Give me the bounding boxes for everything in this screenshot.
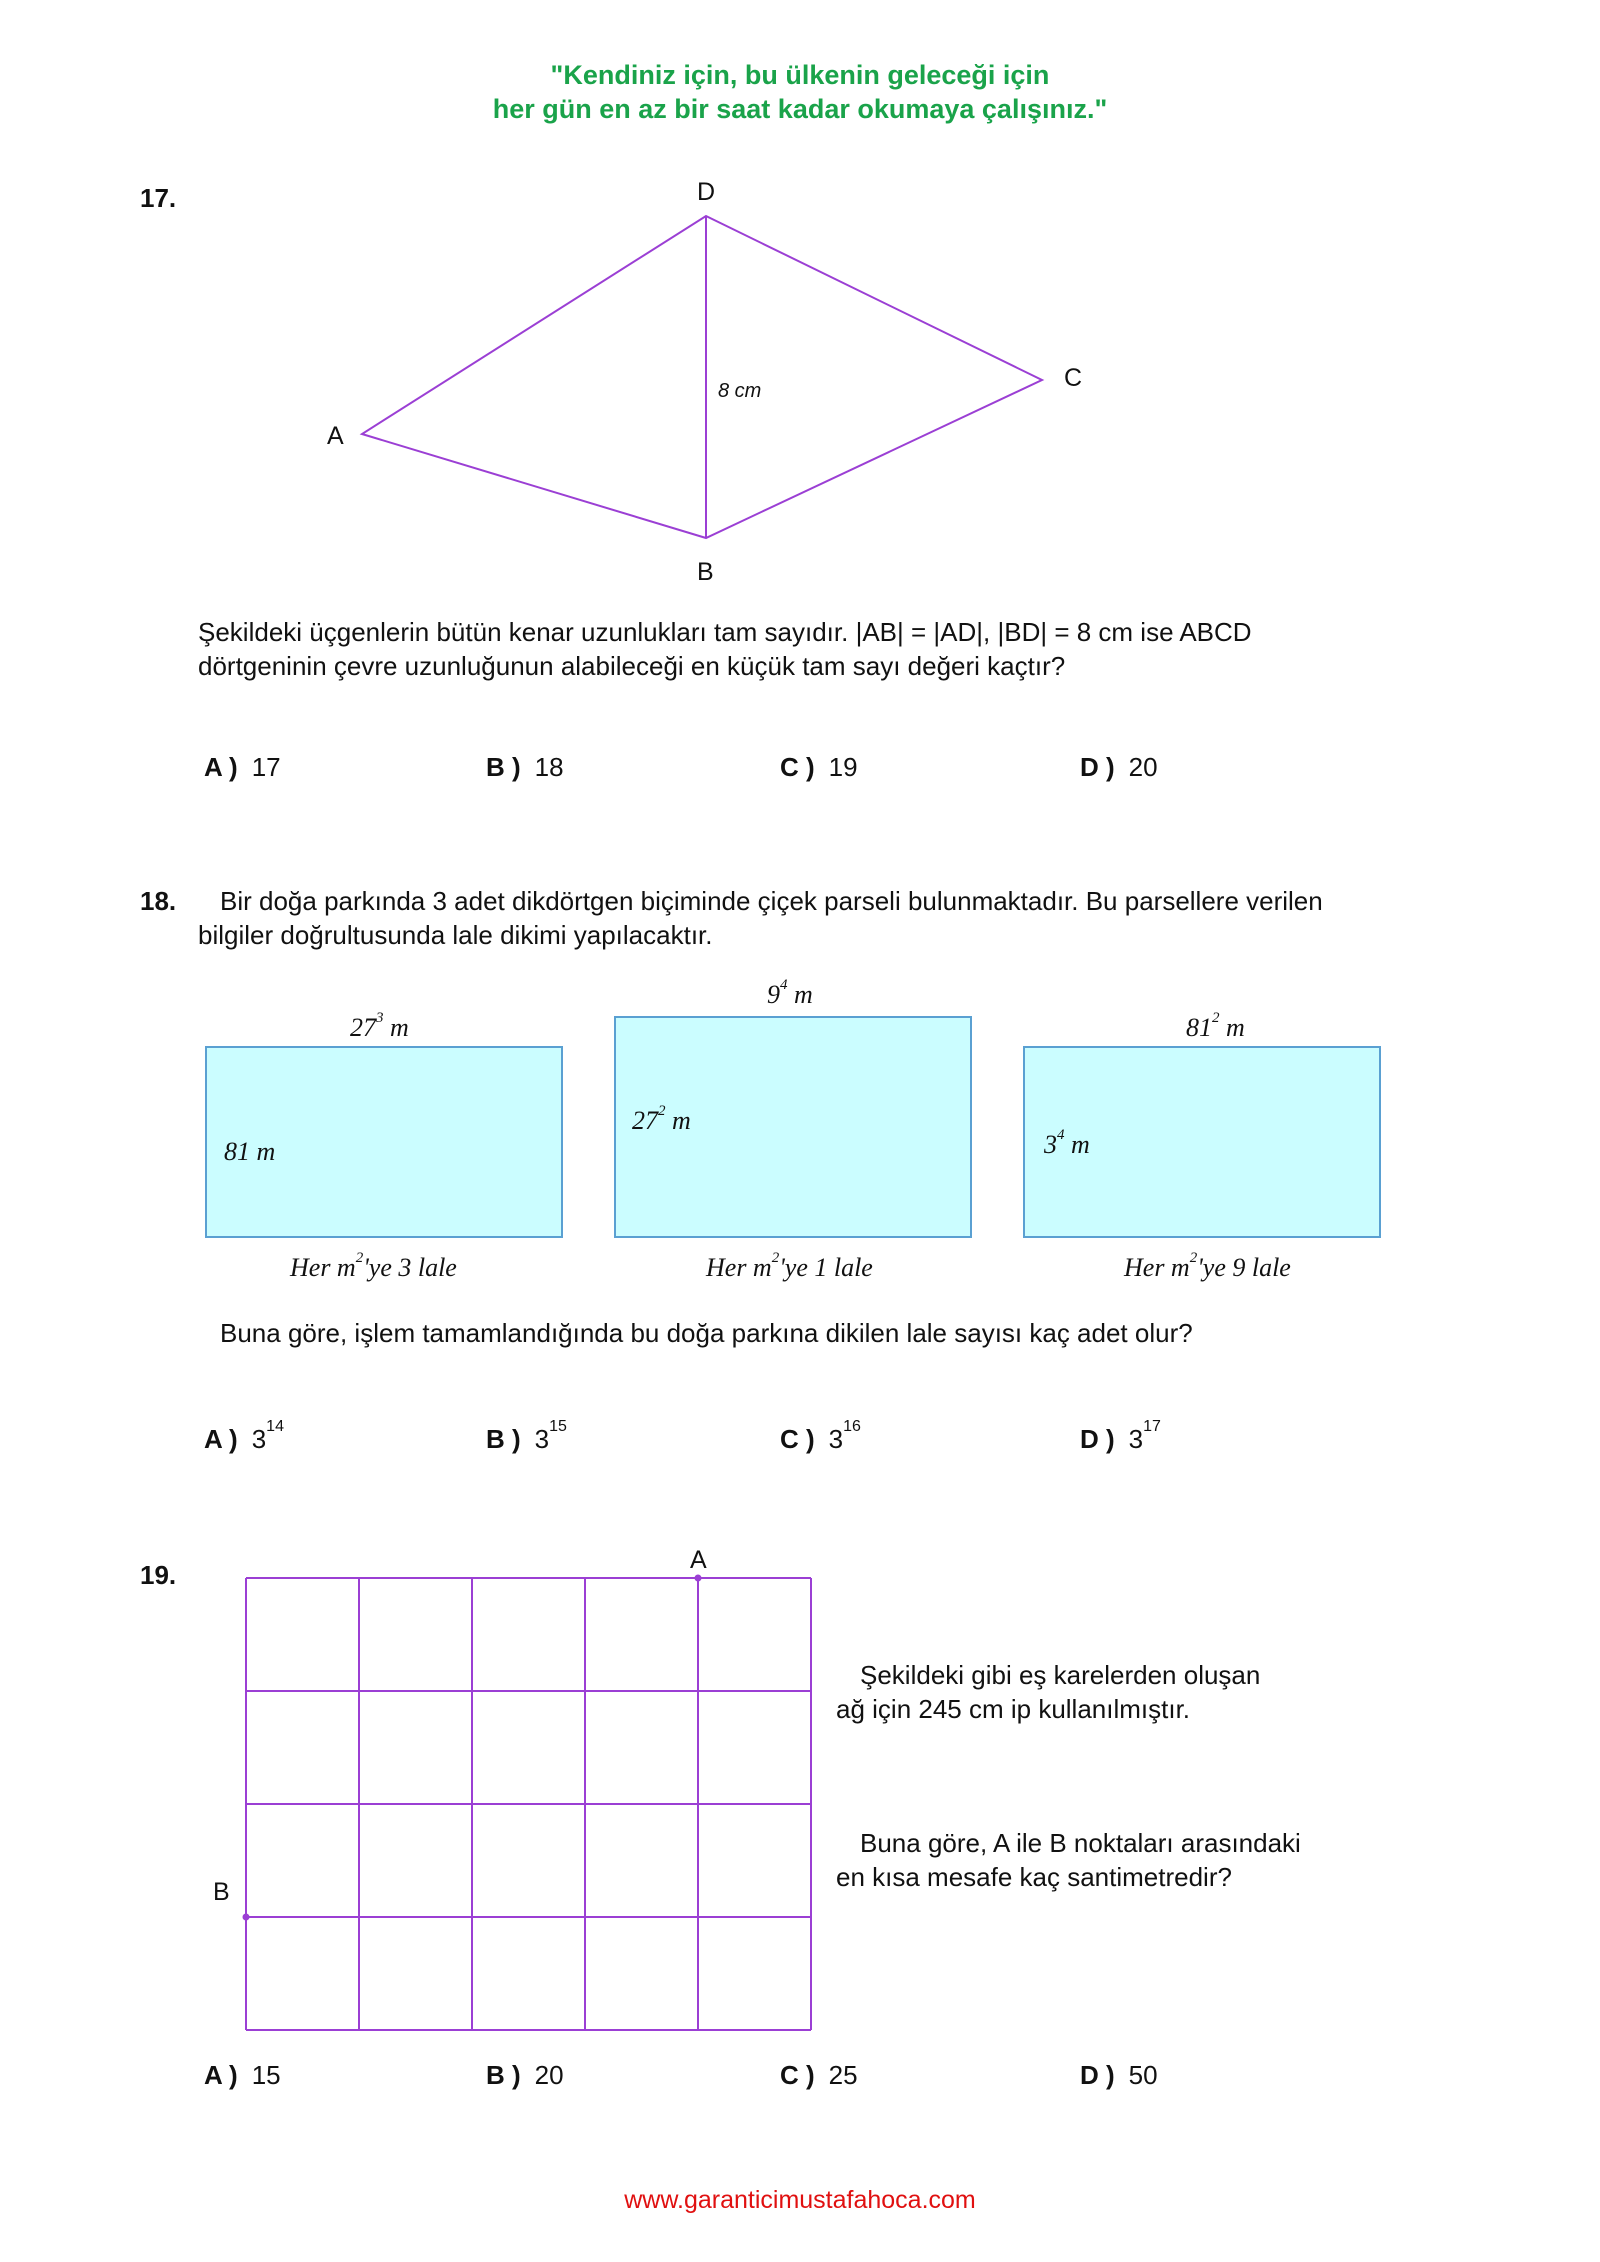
parcel-3-top-base: 81 — [1186, 1013, 1212, 1042]
q19-point-b-dot — [243, 1914, 250, 1921]
parcel-3-caption-pre: Her m — [1124, 1253, 1190, 1282]
parcel-3-top-exp: 2 — [1212, 1010, 1220, 1026]
parcel-2-caption-post: 'ye 1 lale — [779, 1253, 873, 1282]
parcel-3-top-unit: m — [1219, 1013, 1245, 1042]
q17-option-b-label: B ) — [486, 752, 521, 782]
q19-text1-line-1: Şekildeki gibi eş karelerden oluşan — [860, 1660, 1261, 1690]
header-line-2: her gün en az bir saat kadar okumaya çalışınız." — [492, 94, 1108, 124]
q18-option-c-exp: 16 — [843, 1418, 861, 1435]
q18-option-d-exp: 17 — [1143, 1418, 1161, 1435]
q19-text1-line-2: ağ için 245 cm ip kullanılmıştır. — [836, 1694, 1191, 1724]
q18-option-b-label: B ) — [486, 1424, 521, 1454]
parcel-1-top-base: 27 — [350, 1013, 376, 1042]
parcel-3-caption-post: 'ye 9 lale — [1197, 1253, 1291, 1282]
q19-option-d-label: D ) — [1080, 2060, 1115, 2090]
parcel-3-side-exp: 4 — [1057, 1127, 1065, 1143]
q17-option-d-value: 20 — [1128, 752, 1158, 782]
q17-vertex-b: B — [697, 558, 714, 586]
parcel-2-side-unit: m — [665, 1106, 691, 1135]
parcel-3-side-base: 3 — [1044, 1130, 1057, 1159]
q17-option-c-label: C ) — [780, 752, 815, 782]
q17-option-b-value: 18 — [534, 752, 564, 782]
q18-text-line-2: bilgiler doğrultusunda lale dikimi yapılacaktır. — [198, 920, 713, 950]
q19-option-d[interactable] — [1080, 2060, 1158, 2091]
q17-vertex-c: C — [1064, 364, 1083, 392]
parcel-3-caption-exp: 2 — [1189, 1250, 1198, 1266]
q17-vertex-d: D — [697, 178, 716, 206]
parcel-2-top-base: 9 — [767, 980, 780, 1009]
parcel-2-side-base: 27 — [632, 1106, 658, 1135]
q18-question: Buna göre, işlem tamamlandığında bu doğa parkına dikilen lale sayısı kaç adet olur? — [220, 1318, 1193, 1348]
q17-option-a-value: 17 — [251, 752, 281, 782]
parcel-2-top-exp: 4 — [780, 977, 788, 993]
q19-option-b-value: 20 — [534, 2060, 564, 2090]
q17-option-a-label: A ) — [204, 752, 238, 782]
q18-option-d-label: D ) — [1080, 1424, 1115, 1454]
q18-option-c-label: C ) — [780, 1424, 815, 1454]
q19-option-a-label: A ) — [204, 2060, 238, 2090]
q17-text-line-2: dörtgeninin çevre uzunluğunun alabileceği en küçük tam sayı değeri kaçtır? — [198, 651, 1066, 681]
q19-text2-line-2: en kısa mesafe kaç santimetredir? — [836, 1862, 1232, 1892]
parcel-1-caption-post: 'ye 3 lale — [363, 1253, 457, 1282]
q19-option-c[interactable] — [780, 2060, 858, 2091]
q18-text-line-1: Bir doğa parkında 3 adet dikdörtgen biçiminde çiçek parseli bulunmaktadır. Bu parsellere verilen — [220, 886, 1323, 916]
q17-bd-length-label: 8 cm — [718, 380, 762, 402]
q19-option-d-value: 50 — [1128, 2060, 1158, 2090]
q18-option-a-label: A ) — [204, 1424, 238, 1454]
q18-option-b-exp: 15 — [549, 1418, 567, 1435]
parcel-3-side-unit: m — [1064, 1130, 1090, 1159]
q17-number: 17. — [140, 183, 177, 213]
footer-url[interactable]: www.garanticimustafahoca.com — [624, 2186, 976, 2214]
parcel-1-top-unit: m — [383, 1013, 409, 1042]
parcel-1-caption-pre: Her m — [290, 1253, 356, 1282]
parcel-2-side-exp: 2 — [658, 1103, 666, 1119]
q17-text-line-1: Şekildeki üçgenlerin bütün kenar uzunlukları tam sayıdır. |AB| = |AD|, |BD| = 8 cm ise ABCD — [198, 617, 1252, 647]
q18-option-a-exp: 14 — [266, 1418, 284, 1435]
q17-vertex-a: A — [327, 422, 344, 450]
q19-point-a-label: A — [690, 1546, 707, 1574]
q19-option-c-label: C ) — [780, 2060, 815, 2090]
q19-option-b-label: B ) — [486, 2060, 521, 2090]
parcel-2-caption-exp: 2 — [771, 1250, 780, 1266]
q19-option-a-value: 15 — [251, 2060, 281, 2090]
q18-option-a-base: 3 — [251, 1424, 267, 1454]
header-line-1: "Kendiniz için, bu ülkenin geleceği için — [550, 60, 1050, 90]
q19-point-b-label: B — [213, 1878, 230, 1906]
q19-point-a-dot — [695, 1575, 702, 1582]
q17-option-d-label: D ) — [1080, 752, 1115, 782]
q19-option-b[interactable] — [486, 2060, 564, 2091]
parcel-2-caption-pre: Her m — [706, 1253, 772, 1282]
q17-option-c-value: 19 — [828, 752, 858, 782]
q18-option-b-base: 3 — [534, 1424, 550, 1454]
q19-text2-line-1: Buna göre, A ile B noktaları arasındaki — [860, 1828, 1301, 1858]
q19-option-c-value: 25 — [828, 2060, 858, 2090]
q18-option-c-base: 3 — [828, 1424, 844, 1454]
q18-number: 18. — [140, 886, 177, 916]
q19-option-a[interactable] — [204, 2060, 281, 2091]
parcel-2-top-unit: m — [787, 980, 813, 1009]
q19-number: 19. — [140, 1560, 177, 1590]
parcel-1-caption-exp: 2 — [355, 1250, 364, 1266]
parcel-1-side-base: 81 m — [224, 1137, 276, 1166]
q18-option-d-base: 3 — [1128, 1424, 1144, 1454]
parcel-1-top-exp: 3 — [376, 1010, 384, 1026]
